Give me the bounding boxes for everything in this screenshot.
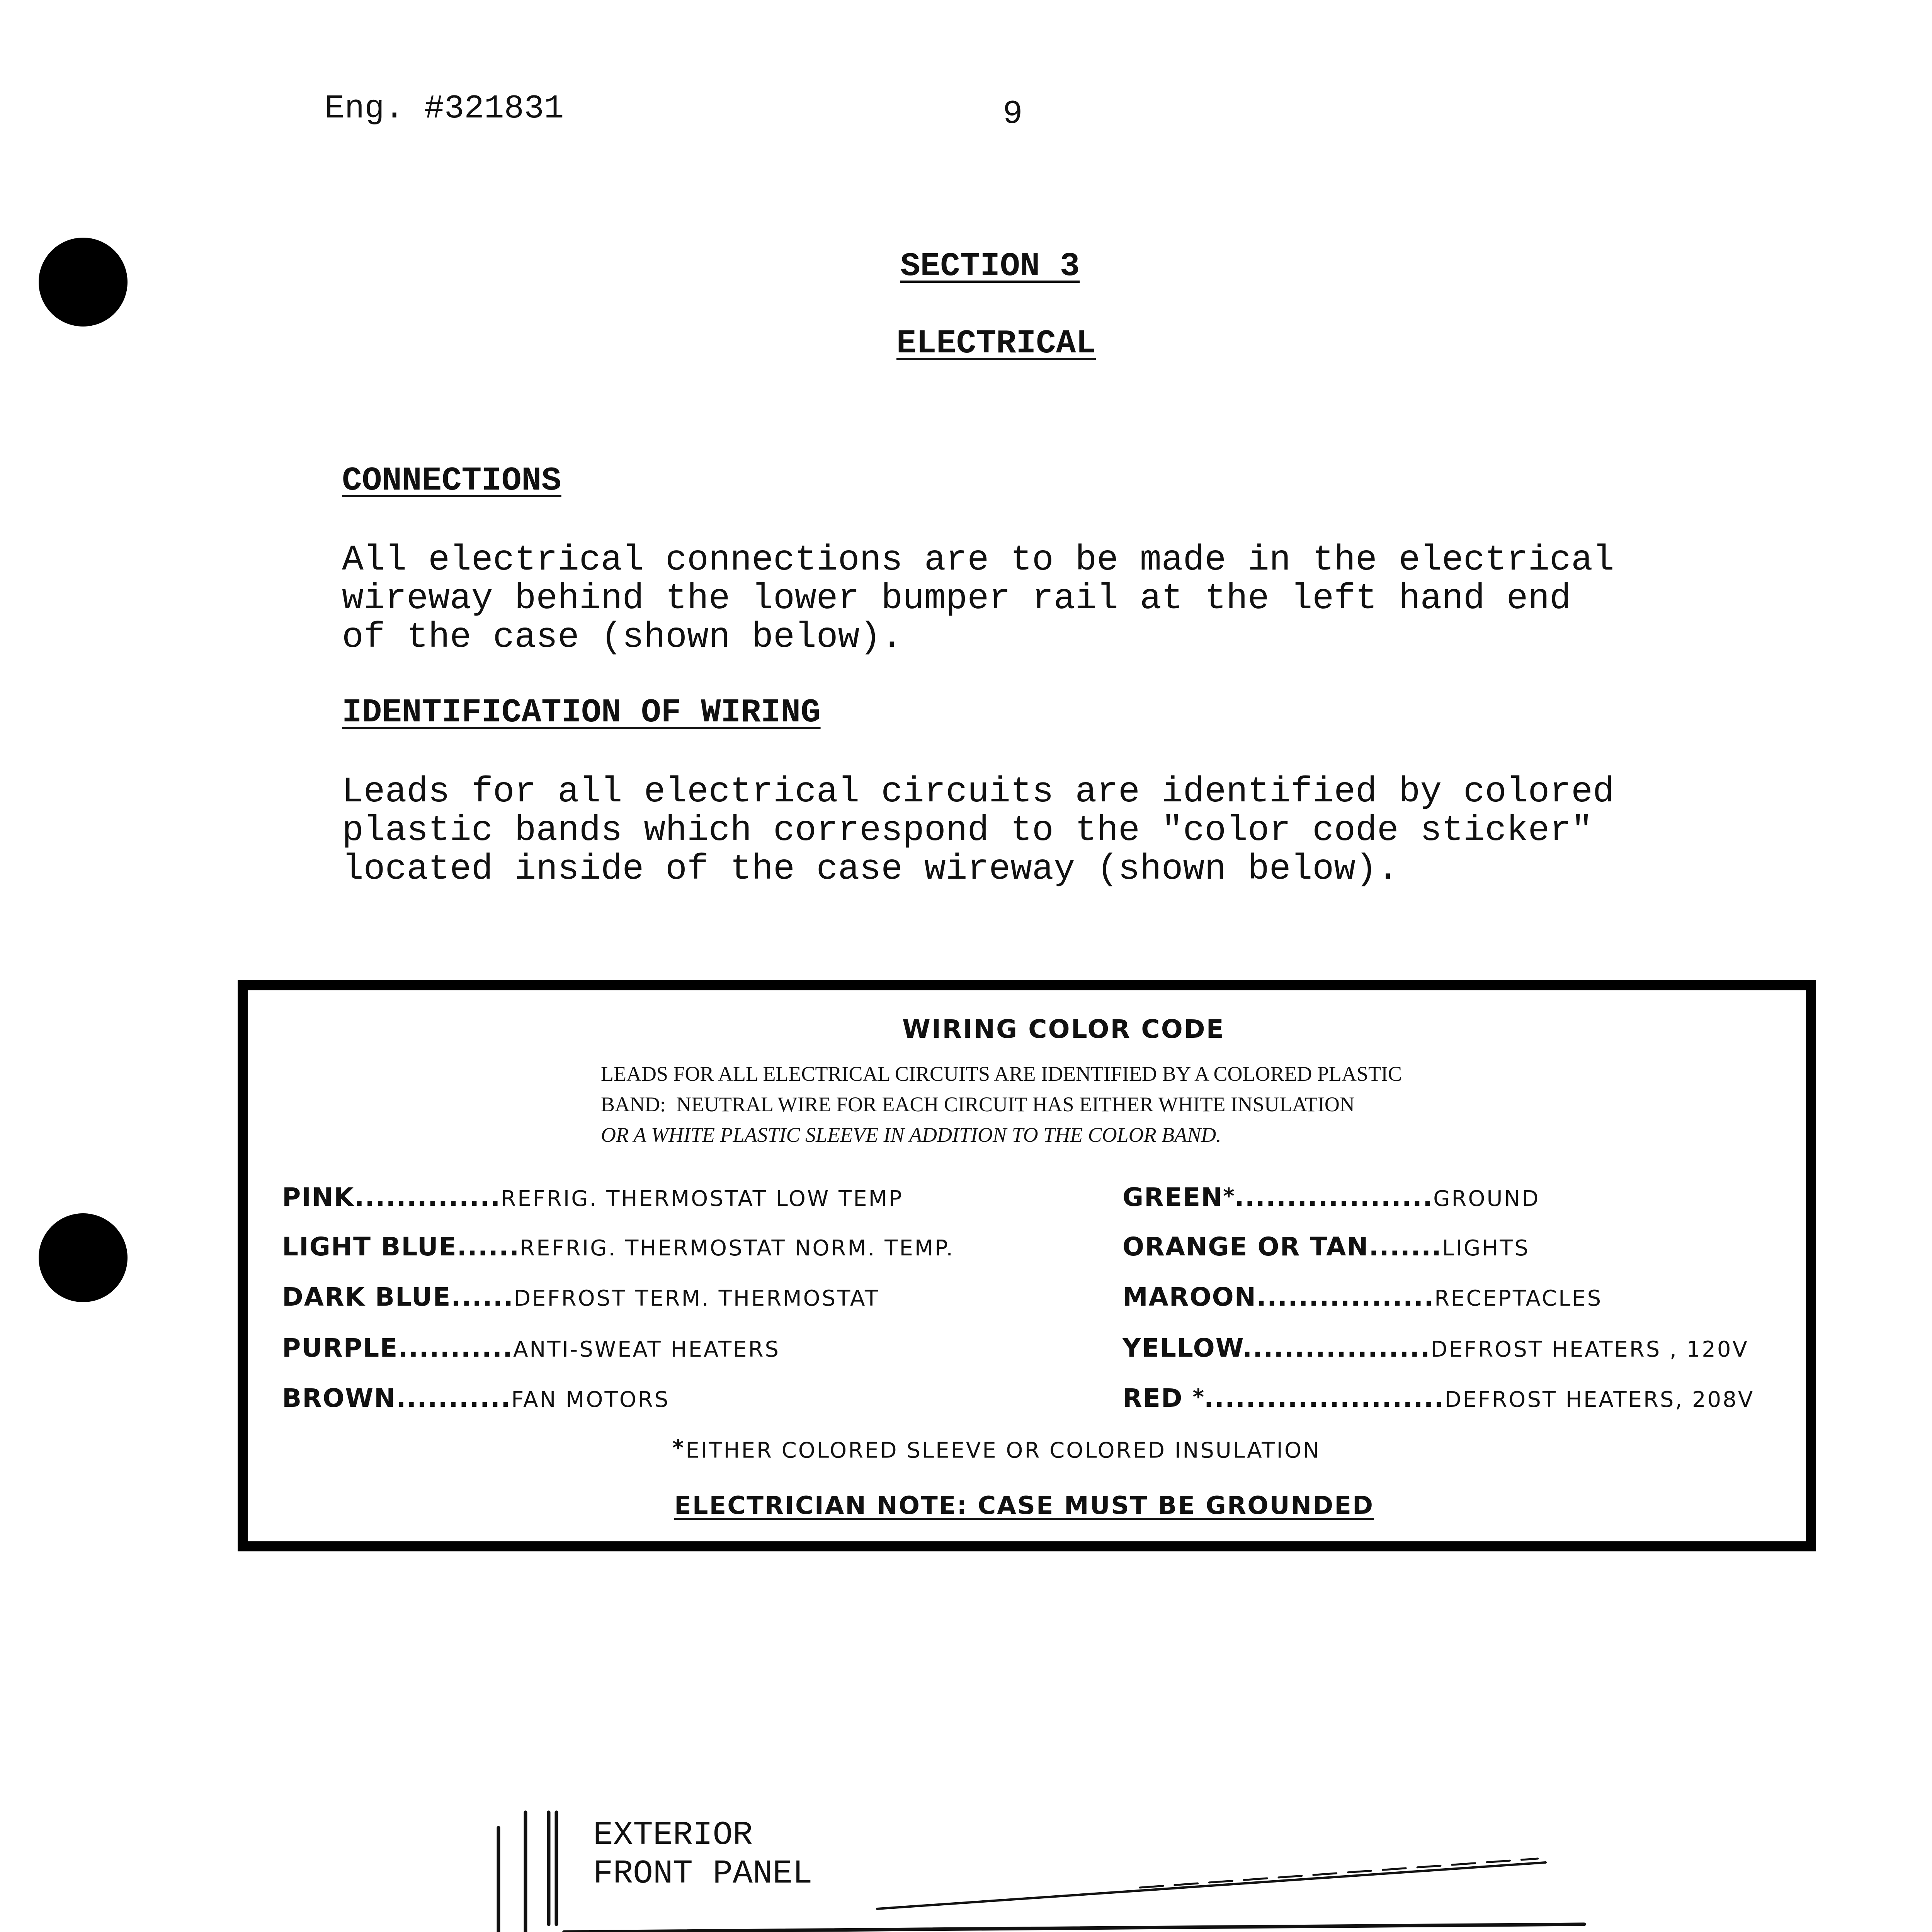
color-entry-left <box>282 1333 780 1363</box>
color-entry-right <box>1122 1182 1540 1212</box>
leader-dots: .............. <box>354 1182 501 1212</box>
color-name: PINK <box>282 1182 355 1212</box>
section-number: SECTION 3 <box>900 247 1080 285</box>
color-code-lead-line: OR A WHITE PLASTIC SLEEVE IN ADDITION TO THE COLOR BAND. <box>601 1123 1221 1146</box>
electrician-note: ELECTRICIAN NOTE: CASE MUST BE GROUNDED <box>674 1492 1374 1520</box>
section-title: ELECTRICAL <box>896 325 1096 362</box>
color-usage: DEFROST TERM. THERMOSTAT <box>514 1286 880 1311</box>
color-code-lead-line: LEADS FOR ALL ELECTRICAL CIRCUITS ARE IDENTIFIED BY A COLORED PLASTIC <box>601 1062 1402 1085</box>
color-name: BROWN <box>282 1383 396 1413</box>
color-name: RED <box>1122 1383 1193 1413</box>
leader-dots: ................. <box>1257 1282 1435 1312</box>
color-usage: ANTI-SWEAT HEATERS <box>513 1337 781 1362</box>
binder-hole-middle <box>39 1213 128 1302</box>
leader-dots: ........... <box>396 1383 512 1413</box>
page-number: 9 <box>1003 95 1023 133</box>
color-usage: LIGHTS <box>1442 1236 1530 1261</box>
color-name: PURPLE <box>282 1333 398 1363</box>
color-entry-right <box>1122 1282 1602 1312</box>
color-usage: GROUND <box>1433 1186 1540 1211</box>
footnote-text: EITHER COLORED SLEEVE OR COLORED INSULATION <box>685 1438 1321 1463</box>
color-entry-left <box>282 1182 903 1212</box>
connections-line: of the case (shown below). <box>342 617 903 658</box>
identification-line: located inside of the case wireway (shown below). <box>342 849 1399 889</box>
color-usage: REFRIG. THERMOSTAT NORM. TEMP. <box>520 1236 955 1261</box>
identification-paragraph <box>342 773 1614 889</box>
connections-line: wireway behind the lower bumper rail at the left hand end <box>342 578 1571 619</box>
color-usage: DEFROST HEATERS , 120V <box>1430 1337 1749 1362</box>
color-name: DARK BLUE <box>282 1282 451 1312</box>
identification-line: Leads for all electrical circuits are identified by colored <box>342 772 1614 812</box>
color-entry-right <box>1122 1232 1530 1262</box>
connections-line: All electrical connections are to be made in the electrical <box>342 540 1614 580</box>
asterisk: * <box>1223 1184 1235 1209</box>
color-usage: DEFROST HEATERS, 208V <box>1444 1387 1755 1412</box>
color-code-lead <box>601 1059 1402 1150</box>
color-entry-right <box>1122 1333 1749 1363</box>
connections-paragraph <box>342 541 1614 657</box>
color-entry-right <box>1122 1383 1754 1413</box>
leader-dots: ...... <box>457 1232 520 1262</box>
color-entry-left <box>282 1282 879 1312</box>
leader-dots: ........... <box>398 1333 514 1363</box>
color-usage: FAN MOTORS <box>511 1387 670 1412</box>
connections-heading: CONNECTIONS <box>342 462 561 500</box>
identification-heading: IDENTIFICATION OF WIRING <box>342 694 821 731</box>
color-name: ORANGE OR TAN <box>1122 1232 1369 1262</box>
color-name: LIGHT BLUE <box>282 1232 457 1262</box>
color-usage: RECEPTACLES <box>1434 1286 1603 1311</box>
color-entry-left <box>282 1383 670 1413</box>
leader-dots: ...... <box>451 1282 514 1312</box>
leader-dots: ....................... <box>1204 1383 1445 1413</box>
color-name: GREEN <box>1122 1182 1223 1212</box>
color-usage: REFRIG. THERMOSTAT LOW TEMP <box>501 1186 903 1211</box>
wireway-diagram <box>0 1758 1932 1932</box>
asterisk: * <box>1192 1384 1204 1410</box>
label-exterior-line2: FRONT PANEL <box>593 1855 813 1893</box>
identification-line: plastic bands which correspond to the "color code sticker" <box>342 810 1593 851</box>
engineering-number: Eng. #321831 <box>325 90 564 128</box>
binder-hole-top <box>39 238 128 327</box>
color-entry-left <box>282 1232 954 1262</box>
label-exterior-line1: EXTERIOR <box>593 1816 753 1854</box>
color-code-title: WIRING COLOR CODE <box>902 1014 1225 1044</box>
leader-dots: ................... <box>1234 1182 1434 1212</box>
leader-dots: .................. <box>1242 1333 1431 1363</box>
color-name: MAROON <box>1122 1282 1257 1312</box>
color-code-footnote <box>672 1435 1321 1463</box>
color-code-lead-line: BAND: NEUTRAL WIRE FOR EACH CIRCUIT HAS EITHER WHITE INSULATION <box>601 1093 1355 1116</box>
asterisk: * <box>672 1435 684 1461</box>
color-name: YELLOW <box>1122 1333 1243 1363</box>
leader-dots: ....... <box>1369 1232 1442 1262</box>
